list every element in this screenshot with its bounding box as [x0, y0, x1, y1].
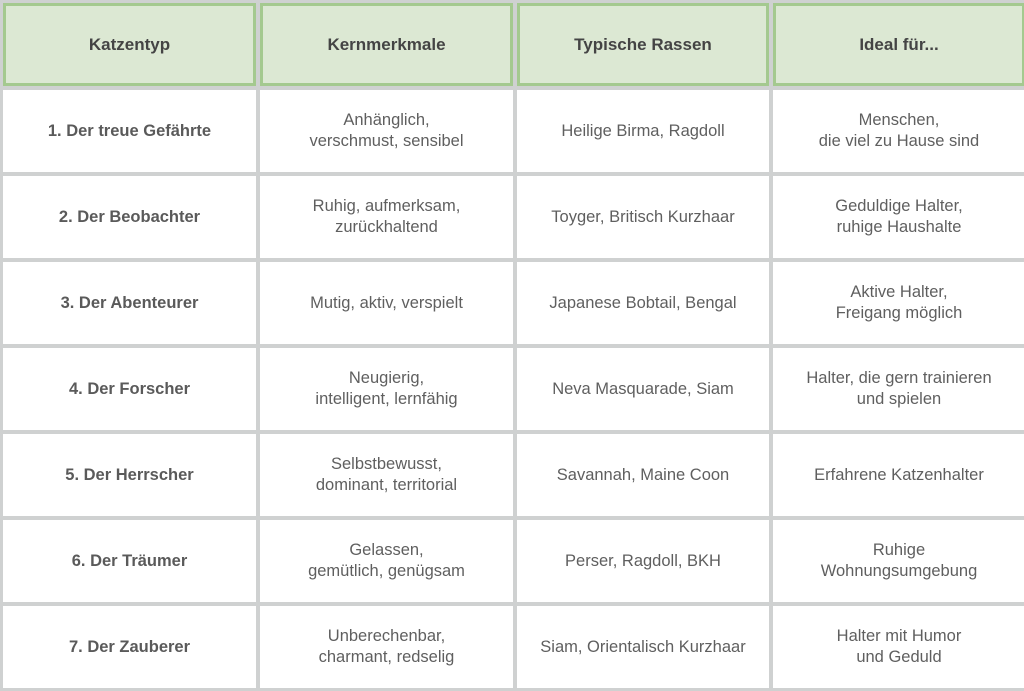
- row-2-cat-type: 2. Der Beobachter: [3, 176, 256, 258]
- header-cell-kernmerkmale: Kernmerkmale: [260, 3, 513, 86]
- row-1-ideal-for: Menschen, die viel zu Hause sind: [773, 90, 1024, 172]
- row-7-traits: Unberechenbar, charmant, redselig: [260, 606, 513, 688]
- row-1-breeds: Heilige Birma, Ragdoll: [517, 90, 769, 172]
- row-6-breeds: Perser, Ragdoll, BKH: [517, 520, 769, 602]
- row-4-cat-type: 4. Der Forscher: [3, 348, 256, 430]
- row-3-ideal-for: Aktive Halter, Freigang möglich: [773, 262, 1024, 344]
- row-6-traits: Gelassen, gemütlich, genügsam: [260, 520, 513, 602]
- row-6-ideal-for: Ruhige Wohnungsumgebung: [773, 520, 1024, 602]
- row-3-cat-type: 3. Der Abenteurer: [3, 262, 256, 344]
- row-1-cat-type: 1. Der treue Gefährte: [3, 90, 256, 172]
- row-4-breeds: Neva Masquarade, Siam: [517, 348, 769, 430]
- row-3-traits: Mutig, aktiv, verspielt: [260, 262, 513, 344]
- row-1-traits: Anhänglich, verschmust, sensibel: [260, 90, 513, 172]
- header-cell-ideal-fuer: Ideal für...: [773, 3, 1024, 86]
- row-5-cat-type: 5. Der Herrscher: [3, 434, 256, 516]
- row-5-ideal-for: Erfahrene Katzenhalter: [773, 434, 1024, 516]
- row-3-breeds: Japanese Bobtail, Bengal: [517, 262, 769, 344]
- row-7-ideal-for: Halter mit Humor und Geduld: [773, 606, 1024, 688]
- row-7-cat-type: 7. Der Zauberer: [3, 606, 256, 688]
- row-7-breeds: Siam, Orientalisch Kurzhaar: [517, 606, 769, 688]
- row-6-cat-type: 6. Der Träumer: [3, 520, 256, 602]
- row-2-breeds: Toyger, Britisch Kurzhaar: [517, 176, 769, 258]
- header-cell-typische-rassen: Typische Rassen: [517, 3, 769, 86]
- row-4-traits: Neugierig, intelligent, lernfähig: [260, 348, 513, 430]
- row-2-ideal-for: Geduldige Halter, ruhige Haushalte: [773, 176, 1024, 258]
- row-2-traits: Ruhig, aufmerksam, zurückhaltend: [260, 176, 513, 258]
- header-cell-katzentyp: Katzentyp: [3, 3, 256, 86]
- row-5-traits: Selbstbewusst, dominant, territorial: [260, 434, 513, 516]
- row-4-ideal-for: Halter, die gern trainieren und spielen: [773, 348, 1024, 430]
- row-5-breeds: Savannah, Maine Coon: [517, 434, 769, 516]
